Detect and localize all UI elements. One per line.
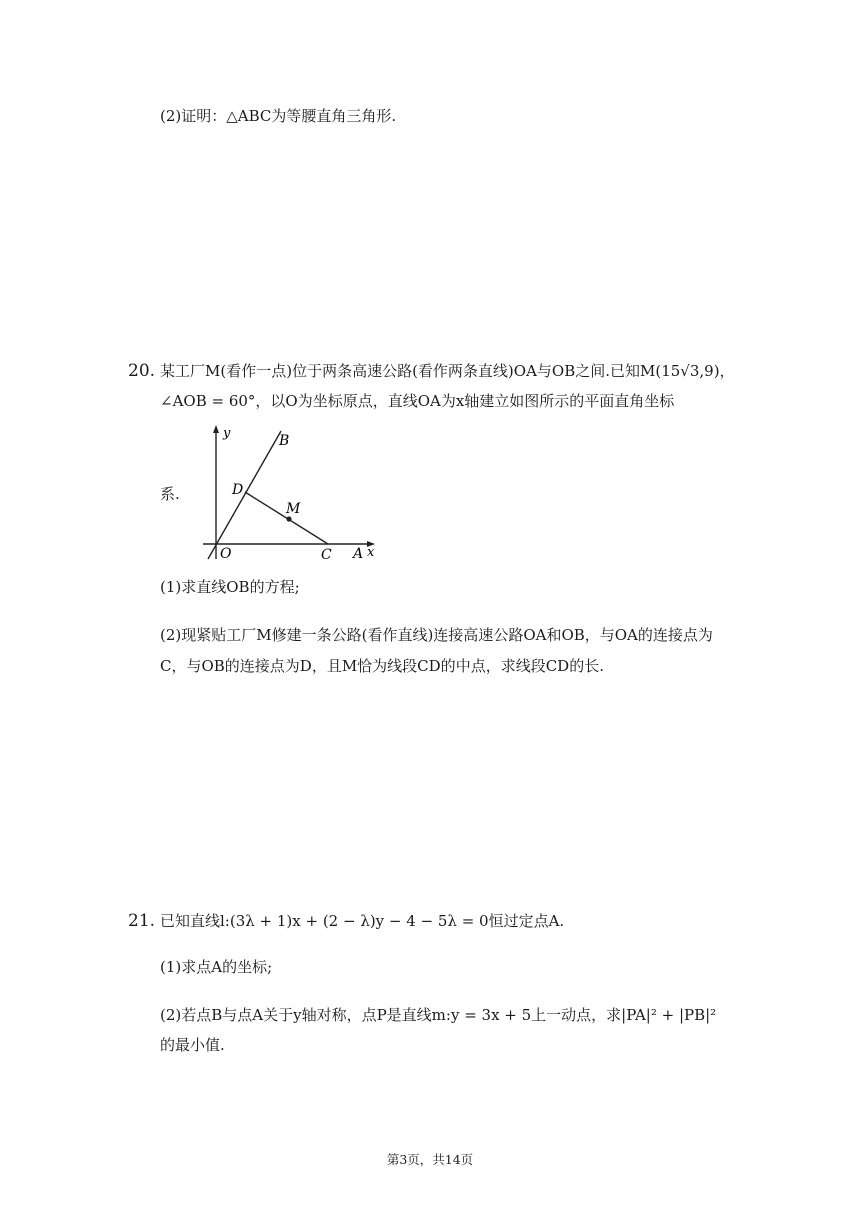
label-o: O [220, 546, 232, 562]
q21-part1: (1)求点A的坐标; [160, 958, 273, 976]
q21-line1: 已知直线l:(3λ + 1)x + (2 − λ)y − 4 − 5λ = 0恒过定点A. [160, 912, 565, 930]
q20-number: 20. [128, 361, 156, 381]
label-a: A [353, 546, 364, 562]
q19-part2: (2)证明：△ABC为等腰直角三角形. [160, 107, 397, 125]
q21-part2-line2: 的最小值. [160, 1036, 225, 1054]
label-c: C [321, 547, 332, 563]
point-m [286, 516, 291, 521]
label-x: x [367, 545, 375, 560]
q20-part2-line1: (2)现紧贴工厂M修建一条公路(看作直线)连接高速公路OA和OB，与OA的连接点为 [160, 626, 713, 644]
page-footer: 第3页，共14页 [386, 1152, 474, 1167]
line-ob [208, 431, 281, 559]
q21-part2-line1: (2)若点B与点A关于y轴对称，点P是直线m:y = 3x + 5上一动点，求|PA|² + |PB|² [160, 1006, 717, 1024]
q20-part2-line2: C，与OB的连接点为D，且M恰为线段CD的中点，求线段CD的长. [160, 657, 604, 675]
label-y: y [223, 426, 231, 441]
label-d: D [232, 482, 244, 498]
q20-figure [195, 423, 390, 565]
label-b: B [279, 433, 290, 449]
y-axis-arrow [213, 425, 219, 433]
q20-line3: 系. [160, 485, 180, 503]
q20-part1: (1)求直线OB的方程; [160, 578, 300, 596]
segment-dc [245, 492, 328, 544]
q20-line2: ∠AOB = 60°，以O为坐标原点，直线OA为x轴建立如图所示的平面直角坐标 [160, 392, 675, 410]
q21-number: 21. [128, 911, 156, 931]
label-m: M [286, 501, 301, 517]
q20-line1: 某工厂M(看作一点)位于两条高速公路(看作两条直线)OA与OB之间.已知M(15√3,9)， [160, 362, 735, 380]
